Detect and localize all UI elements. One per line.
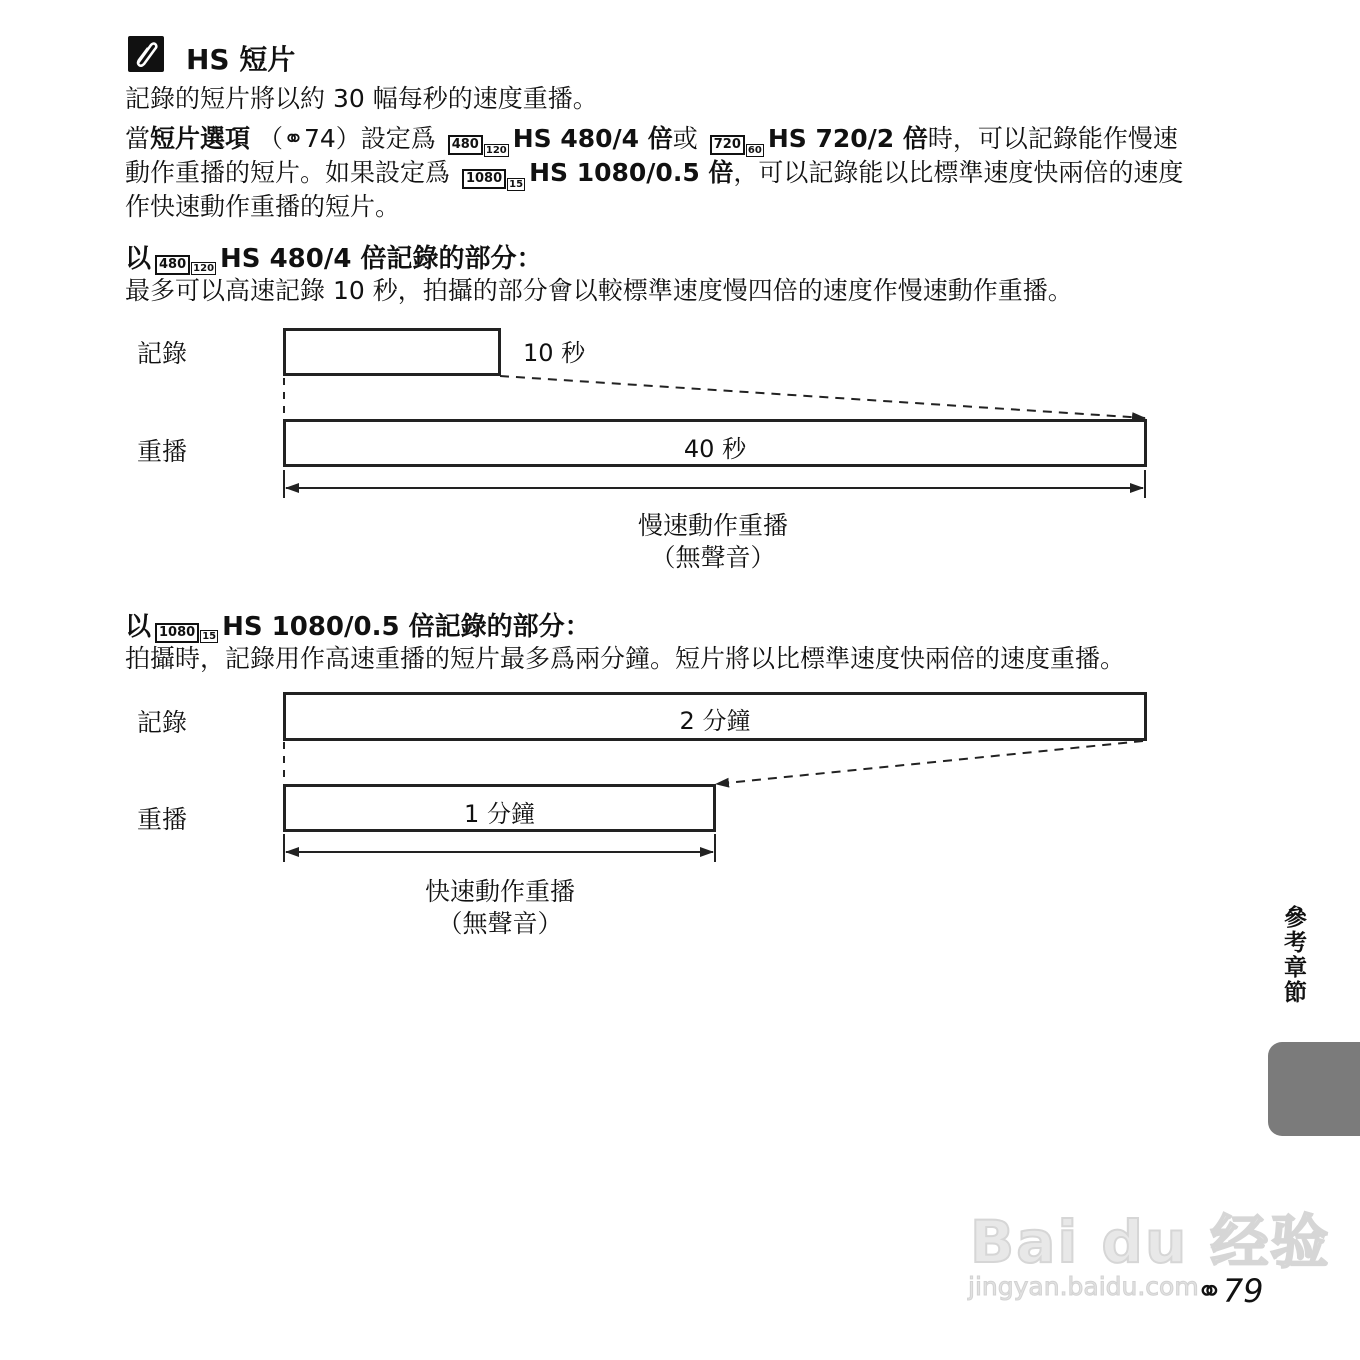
- playback-label: 重播: [137, 437, 188, 466]
- reference-icon: ⚭: [283, 124, 304, 153]
- record-duration: 10 秒: [523, 339, 586, 367]
- mode-720-icon: 720 60: [710, 123, 764, 157]
- mode-1080-icon: 1080 15: [462, 157, 525, 191]
- mapping-arrow: [716, 741, 1143, 784]
- chapter-tab[interactable]: [1268, 1042, 1360, 1136]
- record-label: 記錄: [137, 339, 188, 368]
- section1-desc: 最多可以高速記錄 10 秒，拍攝的部分會以較標準速度慢四倍的速度作慢速動作重播。: [125, 276, 1073, 305]
- section2-desc: 拍攝時，記錄用作高速重播的短片最多爲兩分鐘。短片將以比標準速度快兩倍的速度重播。: [125, 644, 1126, 673]
- watermark-logo: Bai du 经验: [970, 1208, 1331, 1276]
- section2-heading: 以 1080 15 HS 1080/0.5 倍記錄的部分：: [125, 612, 591, 642]
- playback-duration: 1 分鐘: [464, 800, 535, 828]
- record-duration: 2 分鐘: [679, 707, 751, 735]
- watermark-url: jingyan.baidu.com: [968, 1272, 1199, 1301]
- diagram-caption: 快速動作重播 （無聲音）: [424, 877, 575, 938]
- section1-heading: 以 480 120 HS 480/4 倍記錄的部分：: [125, 244, 543, 274]
- para2-line3: 作快速動作重播的短片。: [125, 192, 401, 221]
- mode-480-icon: 480 120: [448, 123, 509, 157]
- diagram-caption: 慢速動作重播 （無聲音）: [637, 511, 788, 572]
- page-number: ⚭79: [1196, 1272, 1264, 1310]
- side-chapter-label: 參考章節: [1280, 905, 1306, 1005]
- intro-text: 記錄的短片將以約 30 幅每秒的速度重播。: [125, 84, 598, 113]
- mapping-arrow: [500, 376, 1145, 418]
- mode-480-icon: 480 120: [155, 245, 216, 275]
- record-label: 記錄: [137, 708, 188, 737]
- para2-line2: 動作重播的短片。如果設定爲 1080 15 HS 1080/0.5 倍，可以記錄能以比標準速度快兩倍的速度: [125, 158, 1184, 190]
- note-title: HS 短片: [186, 43, 296, 76]
- movie-options-term: 短片選項: [150, 124, 251, 153]
- record-bar: [283, 328, 501, 376]
- playback-duration: 40 秒: [683, 435, 747, 463]
- playback-label: 重播: [137, 805, 188, 834]
- para2-line1: 當短片選項 （⚭74）設定爲 480 120 HS 480/4 倍或 720 60 HS 720/2 倍時，可以記錄能作慢速: [125, 124, 1178, 156]
- mode-1080-icon: 1080 15: [155, 613, 218, 643]
- reference-icon: ⚭: [1196, 1272, 1223, 1310]
